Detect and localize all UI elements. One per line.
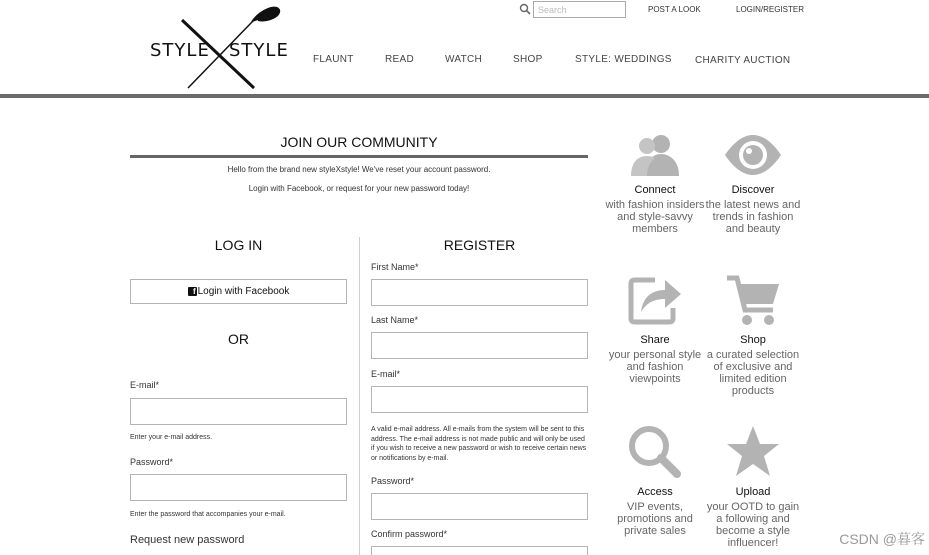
- nav-read[interactable]: READ: [385, 54, 414, 65]
- feature-upload: [703, 424, 803, 549]
- feature-share: [605, 272, 705, 385]
- login-register-link[interactable]: LOGIN/REGISTER: [736, 5, 805, 14]
- post-a-look-link[interactable]: POST A LOOK: [648, 5, 701, 14]
- login-email-input[interactable]: [130, 398, 347, 425]
- feature-shop: [703, 272, 803, 397]
- logo-text-right: STYLE: [229, 40, 289, 61]
- share-icon: [625, 272, 685, 330]
- feature-title: Upload: [735, 486, 771, 498]
- facebook-login-label: Login with Facebook: [197, 286, 290, 297]
- first-name-label: First Name*: [371, 262, 419, 272]
- search-input[interactable]: [533, 1, 626, 18]
- star-icon: [723, 424, 783, 482]
- register-title: REGISTER: [443, 237, 516, 253]
- intro-text-reset: Hello from the brand new styleXstyle! We've reset your account password.: [227, 165, 491, 174]
- login-password-label: Password*: [130, 457, 174, 467]
- join-title-rule: [130, 155, 588, 158]
- login-password-input[interactable]: [130, 474, 347, 501]
- register-password-label: Password*: [371, 476, 415, 486]
- register-password-input[interactable]: [371, 493, 588, 520]
- confirm-password-label: Confirm password*: [371, 529, 448, 539]
- nav-watch[interactable]: WATCH: [445, 54, 483, 65]
- people-icon: [625, 130, 685, 180]
- request-new-password-link[interactable]: Request new password: [130, 534, 245, 546]
- login-password-help: Enter the password that accompanies your e-mail.: [130, 511, 286, 518]
- feature-title: Access: [637, 486, 673, 498]
- feature-desc: with fashion insiders and style-savvy members: [605, 199, 705, 235]
- last-name-label: Last Name*: [371, 315, 419, 325]
- nav-shop[interactable]: SHOP: [513, 54, 543, 65]
- or-separator: OR: [228, 331, 249, 347]
- intro-text-login: Login with Facebook, or request for your new password today!: [248, 184, 470, 193]
- feature-connect: [605, 130, 705, 235]
- nav-flaunt[interactable]: FLAUNT: [313, 54, 354, 65]
- search-icon[interactable]: [519, 3, 531, 15]
- eye-icon: [723, 130, 783, 180]
- feature-discover: [703, 130, 803, 235]
- feature-title: Share: [640, 334, 670, 346]
- site-header: [0, 0, 929, 95]
- feature-access: [605, 424, 705, 537]
- login-email-label: E-mail*: [130, 380, 160, 390]
- join-community-title: JOIN OUR COMMUNITY: [280, 134, 438, 150]
- register-email-help: A valid e-mail address. All e-mails from the system will be sent to this address. The e-mail address is not made public and will only be used if you wish to receive a new password or wish to receive certain news or notifications by e-mail.: [371, 426, 587, 462]
- cart-icon: [723, 272, 783, 330]
- facebook-icon: f: [188, 287, 197, 296]
- feature-desc: VIP events, promotions and private sales: [617, 501, 693, 537]
- header-divider: [0, 94, 929, 98]
- magnifier-icon: [625, 424, 685, 482]
- register-email-label: E-mail*: [371, 369, 401, 379]
- feature-desc: a curated selection of exclusive and limited edition products: [706, 349, 800, 397]
- site-logo[interactable]: [148, 2, 289, 90]
- login-email-help: Enter your e-mail address.: [130, 434, 213, 441]
- feature-title: Shop: [740, 334, 766, 346]
- nav-style-weddings[interactable]: STYLE: WEDDINGS: [575, 54, 672, 65]
- nav-charity-auction[interactable]: CHARITY AUCTION: [695, 55, 791, 66]
- confirm-password-input[interactable]: [371, 546, 588, 555]
- last-name-input[interactable]: [371, 332, 588, 359]
- first-name-input[interactable]: [371, 279, 588, 306]
- feature-desc: your OOTD to gain a following and become a style influencer!: [706, 501, 800, 549]
- register-email-input[interactable]: [371, 386, 588, 413]
- feature-desc: your personal style and fashion viewpoints: [608, 349, 702, 385]
- watermark: CSDN @暮客: [839, 531, 925, 547]
- column-divider: [359, 237, 360, 555]
- logo-text-left: STYLE: [150, 40, 210, 61]
- login-title: LOG IN: [214, 237, 263, 253]
- facebook-login-button[interactable]: [130, 279, 347, 304]
- feature-title: Discover: [731, 184, 775, 196]
- feature-title: Connect: [634, 184, 676, 196]
- feature-desc: the latest news and trends in fashion and beauty: [705, 199, 801, 235]
